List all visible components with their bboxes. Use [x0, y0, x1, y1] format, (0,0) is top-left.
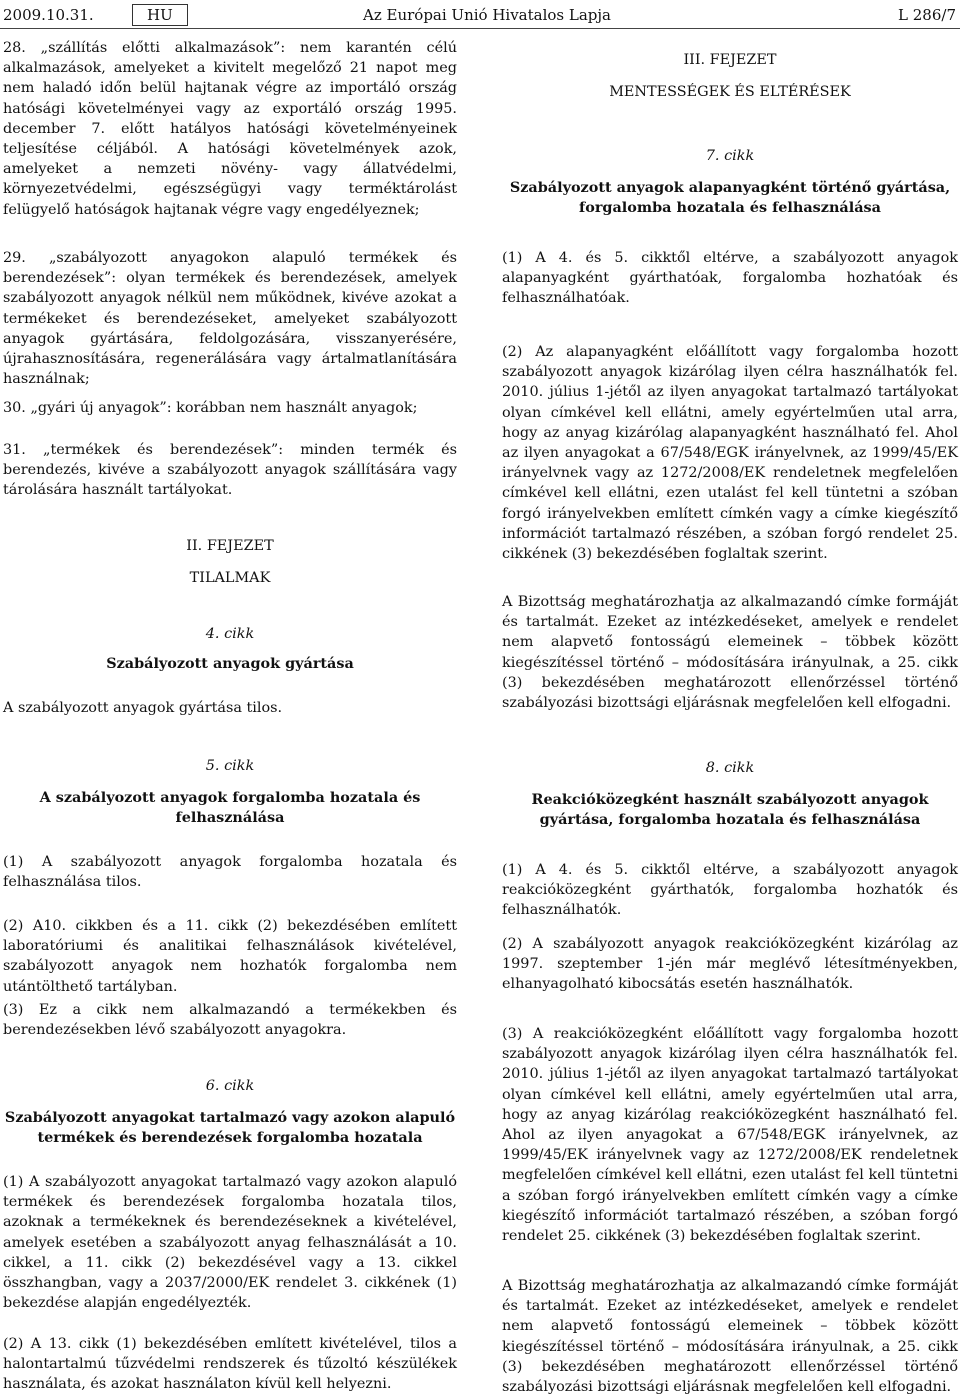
article-8-title: Reakcióközegként használt szabályozott anyagok gyártása, forgalomba hozatala és felhasználása [531, 791, 929, 829]
article-5-paragraph-3-block [3, 1000, 457, 1040]
article-8-paragraph-1: (1) A 4. és 5. cikktől eltérve, a szabályozott anyagok reakcióközegként gyárthatók, forgalomba hozhatók és felhasználhatók. [502, 862, 958, 919]
chapter-3-title-block [502, 82, 958, 102]
article-4-title: Szabályozott anyagok gyártása [106, 655, 354, 672]
article-7-title: Szabályozott anyagok alapanyagként történő gyártása, forgalomba hozatala és felhasználása [509, 179, 951, 217]
article-5-title-block [3, 788, 457, 828]
article-5-paragraph-1: (1) A szabályozott anyagok forgalomba hozatala és felhasználása tilos. [3, 854, 457, 891]
definition-31: 31. „termékek és berendezések”: minden termék és berendezés, kivéve a szabályozott anyagok szállítására vagy tárolására használt tartályokat. [3, 442, 457, 499]
article-8-paragraph-3-block [502, 1024, 958, 1246]
chapter-3-label: III. FEJEZET [683, 52, 777, 68]
article-7-paragraph-1: (1) A 4. és 5. cikktől eltérve, a szabályozott anyagok alapanyagként gyárthatóak, forgalomba hozhatóak és felhasználhatóak. [502, 250, 958, 307]
article-5-paragraph-2-block [3, 916, 457, 997]
article-4-text: A szabályozott anyagok gyártása tilos. [3, 700, 283, 716]
article-6-paragraph-2-block [3, 1334, 457, 1395]
definition-29-block [3, 248, 457, 389]
article-7-heading [502, 146, 958, 166]
article-6-title: Szabályozott anyagokat tartalmazó vagy azokon alapuló termékek és berendezések forgalomba hozatala [4, 1109, 456, 1147]
article-6-label: 6. cikk [205, 1078, 255, 1094]
chapter-3-title: MENTESSÉGEK ÉS ELTÉRÉSEK [609, 84, 851, 100]
article-6-paragraph-1-block [3, 1172, 457, 1313]
header-rule [0, 28, 960, 29]
definition-28: 28. „szállítás előtti alkalmazások”: nem karantén célú alkalmazások, amelyeket a kivitelt megelőző 21 napot meg nem haladó időn belül hajtanak végre az importáló ország hatósági követelményei vagy az exportáló ország 1995. december 7. előtt hatályos hatósági követelményeinek teljesítése céljából. A hatósági követelmények azok, amelyeket a nemzeti növény- vagy állatvédelmi, környezetvédelmi, egészségügyi vagy terméktárolást felügyelő hatóságok hajtanak végre vagy engedélyeznek; [3, 40, 457, 218]
chapter-2-title: TILALMAK [189, 570, 271, 586]
article-6-heading [3, 1076, 457, 1096]
article-5-label: 5. cikk [205, 758, 255, 774]
article-5-paragraph-3: (3) Ez a cikk nem alkalmazandó a termékekben és berendezésekben lévő szabályozott anyagokra. [3, 1002, 457, 1039]
chapter-3-heading [502, 50, 958, 70]
article-4-label: 4. cikk [205, 626, 255, 642]
definition-29: 29. „szabályozott anyagokon alapuló termékek és berendezések”: olyan termékek és berendezések, amelyek szabályozott anyagok nélkül nem működnek, kivéve azokat a termékeket és berendezéseket, amelyeket szabályozott anyagok gyártására, feldolgozására, visszanyerésére, újrahasznosítására, regenerálására vagy ártalmatlanítására használnak; [3, 250, 457, 388]
page-header [0, 4, 960, 28]
article-7-label: 7. cikk [705, 148, 755, 164]
article-7-paragraph-3-block [502, 592, 958, 713]
article-6-title-block [3, 1108, 457, 1148]
article-6-paragraph-1: (1) A szabályozott anyagokat tartalmazó vagy azokon alapuló termékek és berendezések forgalomba hozatala tilos, azoknak a termékeknek és berendezéseknek a kivételével, amelyek esetében a szabályozott anyag felhasználását a 10. cikkel, a 11. cikk (2) bekezdésével vagy a 13. cikkel összhangban, vagy a 2037/2000/EK rendelet 3. cikkének (1) bekezdése alapján engedélyezték. [3, 1174, 457, 1312]
article-8-heading [502, 758, 958, 778]
article-4-text-block [3, 698, 457, 718]
article-7-paragraph-2-block [502, 342, 958, 564]
article-8-paragraph-4-block [502, 1276, 958, 1397]
article-8-paragraph-3: (3) A reakcióközegként előállított vagy forgalomba hozott szabályozott anyagok kizárólag ilyen célra használhatók fel. 2010. július 1-jétől az ilyen anyagokat tartalmazó tartályokat olyan címkével kell ellátni, amely egyértelműen utal arra, hogy az anyag kizárólag reakcióközegként használható fel. Ahol az ilyen anyagokat a 67/548/EGK irányelvnek, az 1999/45/EK irányelvnek vagy az 1272/2008/EK rendeletnek megfelelően címkével kell ellátni, ezen utalást fel kell tüntetni a szóban forgó irányelvekben említett címkén vagy a címke kiegészítő információt tartalmazó részében, a szóban forgó rendelet 25. cikkének (3) bekezdésében foglaltak szerint. [502, 1026, 958, 1245]
article-5-heading [3, 756, 457, 776]
article-8-paragraph-1-block [502, 860, 958, 921]
article-7-title-block [502, 178, 958, 218]
article-6-paragraph-2: (2) A 13. cikk (1) bekezdésében említett kivételével, tilos a halontartalmú tűzvédelmi rendszerek és tűzoltó készülékek használata, és azokat használaton kívül kell helyezni. [3, 1336, 457, 1393]
article-4-heading [3, 624, 457, 644]
article-8-title-block [502, 790, 958, 830]
chapter-2-title-block [3, 568, 457, 588]
journal-title: Az Európai Unió Hivatalos Lapja [363, 6, 611, 24]
article-7-paragraph-1-block [502, 248, 958, 309]
article-8-paragraph-2: (2) A szabályozott anyagok reakcióközegként kizárólag az 1997. szeptember 1-jén már meglévő létesítményekben, elhanyagolható kibocsátás esetén használhatók. [502, 936, 958, 993]
definition-31-block [3, 440, 457, 501]
article-7-paragraph-2: (2) Az alapanyagként előállított vagy forgalomba hozott szabályozott anyagok kizárólag ilyen célra használhatók fel. 2010. július 1-jétől az ilyen anyagokat tartalmazó tartályokat olyan címkével kell ellátni, amely egyértelműen utal arra, hogy az anyag kizárólag alapanyagként használható fel. Ahol az ilyen anyagokat a 67/548/EGK irányelvnek, az 1999/45/EK irányelvnek vagy az 1272/2008/EK rendeletnek megfelelően címkével kell ellátni, ezen utalást fel kell tüntetni a szóban forgó irányelvekben említett címkén vagy a címke kiegészítő információt tartalmazó részében, a szóban forgó rendelet 25. cikkének (3) bekezdésében foglaltak szerint. [502, 344, 958, 563]
article-5-paragraph-2: (2) A10. cikkben és a 11. cikk (2) bekezdésében említett laboratóriumi és analitikai felhasználások kivételével, szabályozott anyagok nem hozhatók forgalomba nem utántölthető tartályban. [3, 918, 457, 995]
chapter-2-label: II. FEJEZET [186, 538, 274, 554]
article-5-title: A szabályozott anyagok forgalomba hozatala és felhasználása [39, 789, 421, 827]
definition-30-block [3, 398, 457, 418]
language-badge: HU [132, 4, 188, 26]
definition-30: 30. „gyári új anyagok”: korábban nem használt anyagok; [3, 400, 418, 416]
article-8-label: 8. cikk [705, 760, 755, 776]
left-column-top [3, 38, 457, 220]
article-8-paragraph-4: A Bizottság meghatározhatja az alkalmazandó címke formáját és tartalmát. Ezeket az intézkedéseket, amelyek e rendelet nem alapvető fontosságú elemeinek – többek között kiegészítéssel történő – módosítására irányulnak, a 25. cikk (3) bekezdésében meghatározott ellenőrzéssel történő szabályozási bizottsági eljárásnak megfelelően kell elfogadni. [502, 1278, 958, 1396]
article-5-paragraph-1-block [3, 852, 457, 892]
issue-date: 2009.10.31. [3, 6, 94, 24]
chapter-2-heading [3, 536, 457, 556]
page-number: L 286/7 [898, 6, 956, 24]
article-7-paragraph-3: A Bizottság meghatározhatja az alkalmazandó címke formáját és tartalmát. Ezeket az intézkedéseket, amelyek e rendelet nem alapvető fontosságú elemeinek – többek között kiegészítéssel történő – módosítására irányulnak, a 25. cikk (3) bekezdésében meghatározott ellenőrzéssel történő szabályozási bizottsági eljárásnak megfelelően kell elfogadni. [502, 594, 958, 712]
article-4-title-block [3, 654, 457, 674]
article-8-paragraph-2-block [502, 934, 958, 995]
